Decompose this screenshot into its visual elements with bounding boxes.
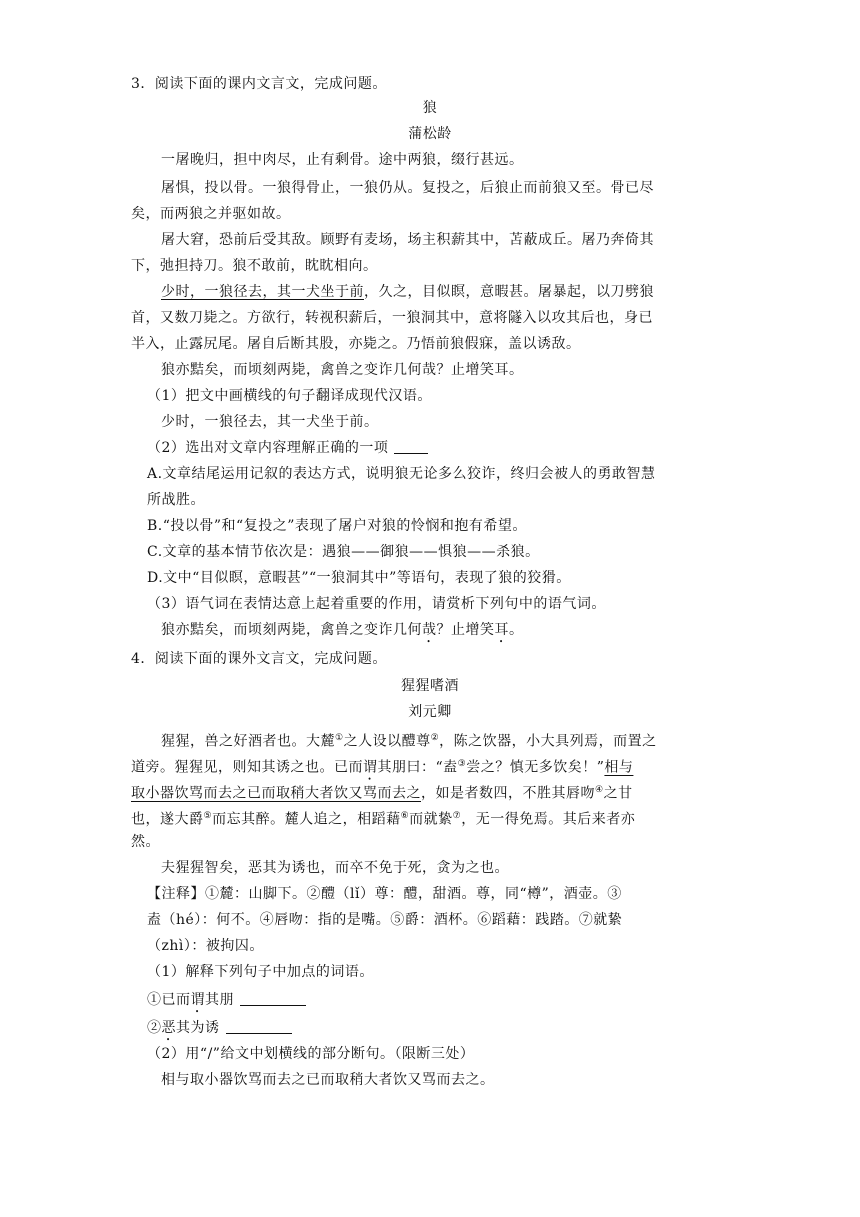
q3-paragraph-2-line-1: 屠惧，投以骨。一狼得骨止，一狼仍从。复投之，后狼止而前狼又至。骨已尽 [161,180,654,196]
q3-paragraph-5: 狼亦黠矣，而顷刻两毙，禽兽之变诈几何哉？止增笑耳。 [161,362,524,378]
q3-paragraph-4-line-2: 首，又数刀毙之。方欲行，转视积薪后，一狼洞其中，意将隧入以攻其后也，身已 [131,310,653,326]
text-part: 其朋曰：“盍 [377,759,458,776]
dotted-word: 耳 [494,622,509,638]
q4-paragraph-2: 夫猩猩智矣，恶其为诱也，而卒不免于死，贪为之也。 [161,860,509,876]
dotted-word: 谓 [190,992,205,1008]
text-part: 猩猩，兽之好酒者也。大麓 [161,733,335,750]
q3-paragraph-1: 一屠晚归，担中肉尽，止有剩骨。途中两狼，缀行甚远。 [161,152,524,168]
text-part: ①已而 [147,992,191,1008]
text-part: 而忘其醉。麓人追之，相蹈藉 [212,811,401,828]
q4-notes-line-2: 盍（hé）：何不。④唇吻：指的是嘴。⑤爵：酒杯。⑥蹈藉：践踏。⑦就絷 [147,912,623,928]
q4-item-2 [147,1018,292,1044]
answer-blank[interactable] [240,991,306,1006]
q3-paragraph-4-line-1 [161,282,654,302]
q3-paragraph-3-line-2: 下，弛担持刀。狼不敢前，眈眈相向。 [131,258,378,274]
q3-title: 狼 [422,100,438,116]
text-part: 尝之？慎无多饮矣！” [466,759,605,776]
paragraph-4-rest: ，久之，目似瞑，意暇甚。屠暴起，以刀劈狼 [364,284,654,300]
q4-heading: 4．阅读下面的课外文言文，完成问题。 [131,651,387,667]
footnote-mark: ③ [457,759,467,769]
q4-paragraph-1-line-3 [131,780,633,804]
footnote-mark: ① [335,733,344,743]
q3-sub-question-1-sentence: 少时，一狼径去，其一犬坐于前。 [161,414,379,430]
text-part: 而就絷 [409,811,453,828]
text-part: 其朋 [205,992,234,1008]
answer-blank[interactable] [226,1019,292,1034]
q4-author: 刘元卿 [408,704,452,720]
underlined-text: 相与 [604,759,634,776]
text-part: ，陈之饮器，小大具列焉，而置之 [439,733,657,750]
underlined-sentence: 少时，一狼径去，其一犬坐于前 [161,284,364,300]
q3-heading: 3．阅读下面的课内文言文，完成问题。 [131,76,387,92]
text-part: 其为诱 [176,1020,220,1036]
q3-option-c: C.文章的基本情节依次是：遇狼——御狼——惧狼——杀狼。 [147,544,540,560]
q3-sub-question-3: （3）语气词在表情达意上起着重要的作用，请赏析下列句中的语气词。 [147,596,606,612]
q3-sub-question-3-sentence [161,620,524,646]
q3-paragraph-2-line-2: 矣，而两狼之并驱如故。 [131,206,291,222]
dotted-word: 谓 [363,759,378,776]
footnote-mark: ② [430,733,440,743]
text-part: ，无一得免焉。其后来者亦 [461,811,636,828]
sentence-part: 。 [509,622,524,638]
q4-sub-question-2-sentence: 相与取小器饮骂而去之已而取稍大者饮又骂而去之。 [161,1072,495,1088]
footnote-mark: ⑦ [452,811,462,821]
footnote-mark: ⑤ [203,811,213,821]
q4-paragraph-1-line-4 [131,806,635,830]
q3-author: 蒲松龄 [408,126,452,142]
q4-sub-question-2: （2）用“/”给文中划横线的部分断句。（限断三处） [147,1046,475,1062]
footnote-mark: ⑥ [400,811,410,821]
q4-notes-line-1: 【注释】①麓：山脚下。②醴（lǐ）尊：醴，甜酒。尊，同“樽”，酒壶。③ [147,886,622,902]
text-part: 也，遂大爵 [131,811,204,828]
sentence-part: ？止增笑 [436,622,495,638]
sub-question-2-text: （2）选出对文章内容理解正确的一项 [147,440,389,456]
q3-option-d: D.文中“目似瞑，意暇甚”“一狼洞其中”等语句，表现了狼的狡猾。 [147,570,571,586]
underlined-text: 取小器饮骂而去之已而取稍大者饮又骂而去之 [131,785,421,802]
text-part: 之人设以醴尊 [343,733,431,750]
text-part: 之甘 [603,785,633,802]
q3-option-b: B.“投以骨”和“复投之”表现了屠户对狼的怜悯和抱有希望。 [147,518,527,534]
dotted-word: 哉 [422,622,437,638]
answer-blank[interactable] [394,439,428,454]
text-part: ② [147,1020,162,1036]
footnote-mark: ④ [595,785,604,795]
q3-paragraph-4-line-3: 半入，止露尻尾。屠自后断其股，亦毙之。乃悟前狼假寐，盖以诱敌。 [131,336,581,352]
q3-option-a-line-1: A.文章结尾运用记叙的表达方式，说明狼无论多么狡诈，终归会被人的勇敢智慧 [147,466,656,482]
text-part: 道旁。猩猩见，则知其诱之也。已而 [131,759,363,776]
q4-notes-line-3: （zhì）：被拘囚。 [147,938,264,954]
q4-sub-question-1: （1）解释下列句子中加点的词语。 [147,964,374,980]
q3-sub-question-1: （1）把文中画横线的句子翻译成现代汉语。 [147,388,432,404]
text-part: ，如是者数四，不胜其唇吻 [421,785,595,802]
q4-paragraph-1-line-5: 然。 [131,834,160,850]
q3-paragraph-3-line-1: 屠大窘，恐前后受其敌。顾野有麦场，场主积薪其中，苫蔽成丘。屠乃奔倚其 [161,232,654,248]
q4-title: 猩猩嗜酒 [401,678,459,694]
q3-option-a-line-2: 所战胜。 [147,492,205,508]
sentence-part: 狼亦黠矣，而顷刻两毙，禽兽之变诈几何 [161,622,422,638]
q3-sub-question-2 [147,438,428,458]
q4-paragraph-1-line-1 [161,728,657,752]
dotted-word: 恶 [161,1020,176,1036]
q4-item-1 [147,990,306,1016]
